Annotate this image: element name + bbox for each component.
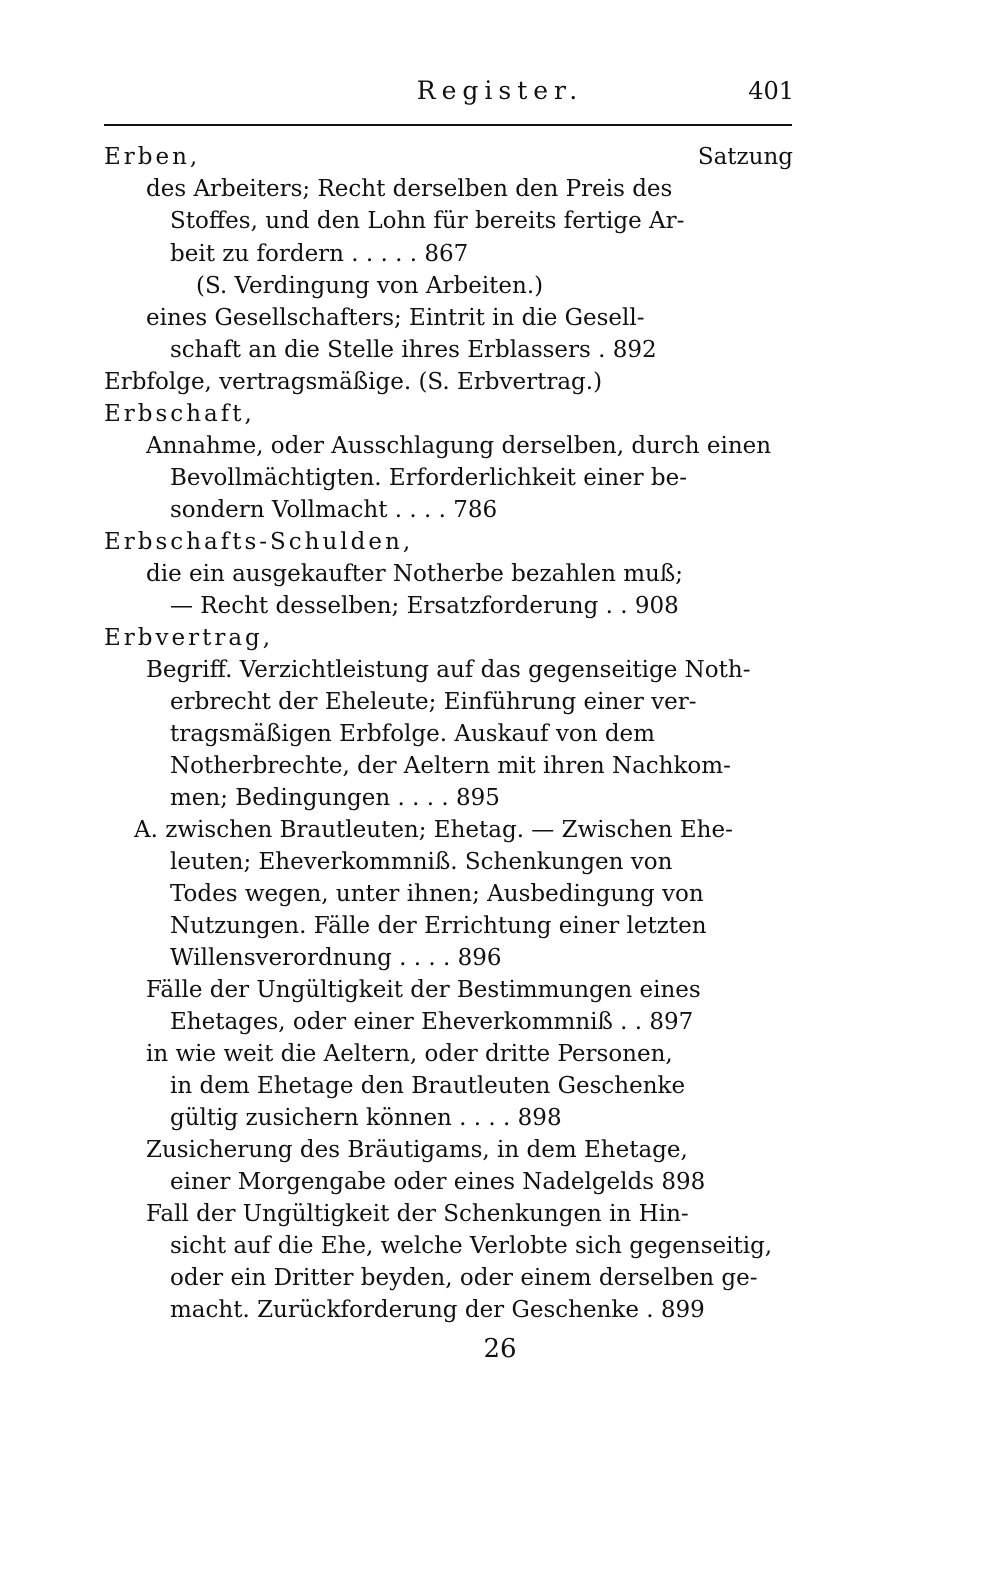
index-line: tragsmäßigen Erbfolge. Auskauf von dem: [170, 721, 655, 747]
index-line: — Recht desselben; Ersatzforderung . . 908: [170, 593, 679, 619]
index-continuation: Satzung: [697, 144, 793, 170]
index-line: Ehetages, oder einer Eheverkommniß . . 897: [170, 1009, 694, 1035]
index-entry-heading: Erbfolge, vertragsmäßige. (S. Erbvertrag.): [104, 369, 603, 395]
index-line: beit zu fordern . . . . . 867: [170, 241, 469, 267]
index-line: erbrecht der Eheleute; Einführung einer ver-: [170, 689, 697, 715]
header-rule: [104, 124, 792, 126]
index-line: sondern Vollmacht . . . . 786: [170, 497, 498, 523]
index-line: Willensverordnung . . . . 896: [170, 945, 502, 971]
index-line: men; Bedingungen . . . . 895: [170, 785, 500, 811]
index-line: Notherbrechte, der Aeltern mit ihren Nachkom-: [170, 753, 731, 779]
index-line: A. zwischen Brautleuten; Ehetag. — Zwischen Ehe-: [134, 817, 733, 843]
index-entry-heading: Erbschafts-Schulden,: [104, 529, 414, 555]
index-line: gültig zusichern können . . . . 898: [170, 1105, 562, 1131]
index-line: die ein ausgekaufter Notherbe bezahlen muß;: [146, 561, 683, 587]
index-line: Todes wegen, unter ihnen; Ausbedingung von: [170, 881, 704, 907]
index-line: Fall der Ungültigkeit der Schenkungen in Hin-: [146, 1201, 689, 1227]
index-line: einer Morgengabe oder eines Nadelgelds 898: [170, 1169, 706, 1195]
index-line: sicht auf die Ehe, welche Verlobte sich gegenseitig,: [170, 1233, 773, 1259]
index-line: macht. Zurückforderung der Geschenke . 899: [170, 1297, 705, 1323]
index-entry-heading: Erbschaft,: [104, 401, 255, 427]
index-line: Bevollmächtigten. Erforderlichkeit einer be-: [170, 465, 688, 491]
index-line: des Arbeiters; Recht derselben den Preis des: [146, 176, 673, 202]
index-line: Stoffes, und den Lohn für bereits fertige Ar-: [170, 208, 685, 234]
page-number: 401: [748, 77, 794, 105]
index-line: Zusicherung des Bräutigams, in dem Ehetage,: [146, 1137, 688, 1163]
index-line: Begriff. Verzichtleistung auf das gegenseitige Noth-: [146, 657, 751, 683]
index-line: schaft an die Stelle ihres Erblassers . 892: [170, 337, 657, 363]
index-line: leuten; Eheverkommniß. Schenkungen von: [170, 849, 673, 875]
index-line: in wie weit die Aeltern, oder dritte Personen,: [146, 1041, 673, 1067]
running-title: Register.: [416, 76, 584, 105]
index-line: (S. Verdingung von Arbeiten.): [196, 273, 544, 299]
index-line: Annahme, oder Ausschlagung derselben, durch einen: [146, 433, 772, 459]
index-line: oder ein Dritter beyden, oder einem derselben ge-: [170, 1265, 758, 1291]
index-line: eines Gesellschafters; Eintrit in die Gesell-: [146, 305, 645, 331]
index-entry-heading: Erben,: [104, 144, 201, 170]
index-entry-heading: Erbvertrag,: [104, 625, 274, 651]
signature-mark: 26: [483, 1334, 517, 1364]
index-line: Fälle der Ungültigkeit der Bestimmungen eines: [146, 977, 701, 1003]
index-line: Nutzungen. Fälle der Errichtung einer letzten: [170, 913, 707, 939]
index-line: in dem Ehetage den Brautleuten Geschenke: [170, 1073, 686, 1099]
